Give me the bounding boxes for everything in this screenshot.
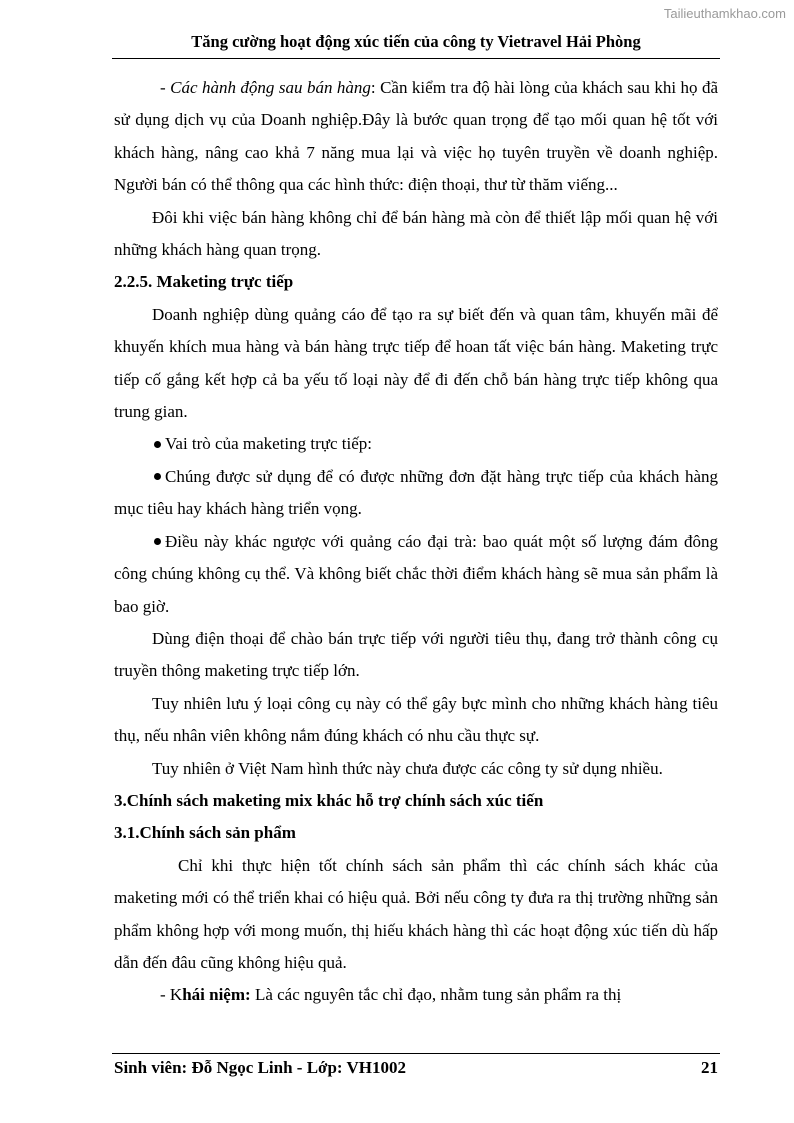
dash: - [160,78,171,97]
bullet-item [114,461,718,526]
section-heading-3-1: 3.1.Chính sách sản phẩm [114,823,296,843]
paragraph-text: Là các nguyên tắc chỉ đạo, nhằm tung sản phẩm ra thị [250,985,622,1005]
section-heading-3: 3.Chính sách maketing mix khác hỗ trợ chính sách xúc tiến [114,790,544,810]
watermark: Tailieuthamkhao.com [663,6,786,21]
bullet-icon [154,538,161,545]
paragraph: Tuy nhiên lưu ý loại công cụ này có thể gây bực mình cho những khách hàng tiêu thụ, nếu nhân viên không nắm đúng khách có nhu cầu thực sự. [114,693,718,746]
bullet-item [114,526,718,623]
section-heading-2-2-5: 2.2.5. Maketing trực tiếp [114,272,294,292]
footer-divider [112,1053,720,1054]
paragraph: Tuy nhiên ở Việt Nam hình thức này chưa được các công ty sử dụng nhiều. [152,758,663,778]
footer-student: Sinh viên: Đỗ Ngọc Linh - Lớp: VH1002 [114,1058,407,1077]
paragraph-text: : Cần kiểm tra độ hài lòng của khách sau khi họ đã sử dụng dịch vụ của Doanh nghiệp.Đây là bước quan trọng để tạo mối quan hệ tốt với khách hàng, nâng cao khả 7 năng mua lại và việc họ tuyên truyền về doanh nghiệp. Người bán có thể thông qua các hình thức: điện thoại, thư từ thăm viếng... [114,78,718,195]
bullet-icon [154,441,161,448]
bold-term: hái niệm: [182,985,251,1005]
paragraph-after-sales [114,72,718,202]
paragraph: Đôi khi việc bán hàng không chỉ để bán hàng mà còn để thiết lập mối quan hệ với những khách hàng quan trọng. [114,207,718,260]
page-header-title: Tăng cường hoạt động xúc tiến của công ty Vietravel Hải Phòng [191,32,641,51]
page-body [114,72,718,1012]
bullet-icon [154,473,161,480]
paragraph-definition [114,979,718,1011]
paragraph: Chỉ khi thực hiện tốt chính sách sản phẩm thì các chính sách khác của maketing mới có thể triển khai có hiệu quả. Bởi nếu công ty đưa ra thị trường những sản phẩm không hợp với mong muốn, thị hiếu khách hàng thì các hoạt động xúc tiến dù hấp dẫn đến đâu cũng không hiệu quả. [114,855,718,972]
dash: - K [160,985,183,1005]
bullet-text: Vai trò của maketing trực tiếp: [165,434,373,454]
italic-term: Các hành động sau bán hàng [170,78,371,97]
page-number: 21 [701,1058,718,1077]
bullet-item [114,428,718,460]
paragraph: Dùng điện thoại để chào bán trực tiếp với người tiêu thụ, đang trở thành công cụ truyền thông maketing trực tiếp lớn. [114,628,718,681]
bullet-text: Chúng được sử dụng để có được những đơn đặt hàng trực tiếp của khách hàng mục tiêu hay khách hàng triển vọng. [114,466,718,519]
header-divider [112,58,720,59]
page-footer [114,1058,718,1078]
bullet-text: Điều này khác ngược với quảng cáo đại trà: bao quát một số lượng đám đông công chúng không cụ thể. Và không biết chắc thời điểm khách hàng sẽ mua sản phẩm là bao giờ. [114,531,718,616]
paragraph: Doanh nghiệp dùng quảng cáo để tạo ra sự biết đến và quan tâm, khuyến mãi để khuyến khích mua hàng và bán hàng trực tiếp để hoan tất việc bán hàng. Maketing trực tiếp cố gắng kết hợp cả ba yếu tố loại này để đi đến chỗ bán hàng trực tiếp không qua trung gian. [114,304,718,422]
